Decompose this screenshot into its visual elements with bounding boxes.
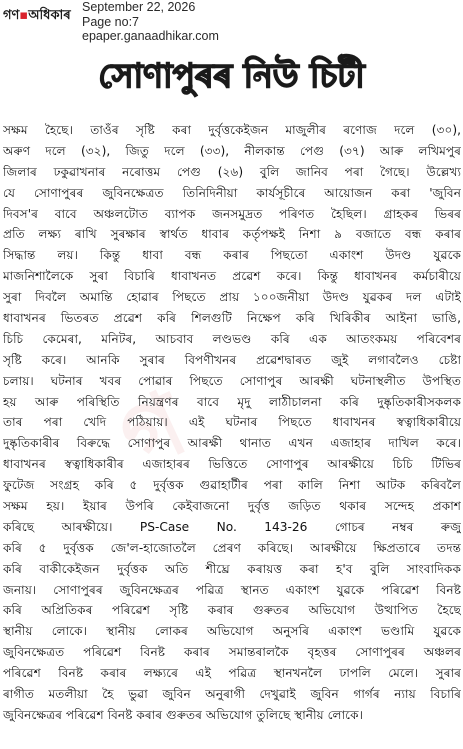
article-line: ফুটেজ সংগ্ৰহ কৰি ৫ দুৰ্বৃত্তক গুৱাহাটীৰ পৰা কালি নিশা আটক কৰিবলৈ [3,478,461,493]
masthead [0,0,463,50]
article-line: চিচি কেমেৰা, মনিটৰ, আচবাব লণ্ডভণ্ড কৰি এক আতংকময় পৰিবেশৰ [3,331,461,346]
article-line: কৰিছে আৰক্ষীয়ে। PS-Case No. 143-26 গোচৰ নম্বৰ ৰুজু [3,519,461,534]
epaper-url[interactable]: epaper.ganaadhikar.com [82,29,219,43]
article-line: সুৰা দিবলৈ অমান্তি হোৱাৰ পিছতে প্ৰায় ১০০জনীয়া উদণ্ড যুৱকৰ দল এটাই [3,290,461,305]
article-line: ধাবাখনৰ স্বত্বাধিকাৰীৰ এজাহাৰৰ ভিত্তিতে সোণাপুৰ আৰক্ষীয়ে চিচি টিভিৰ [3,457,461,472]
article-line: হয় আৰু পৰিস্থিতি নিয়ন্ত্ৰণৰ বাবে মৃদু লাঠীচালনা কৰি দুষ্কৃতিকাৰীসকলক [3,394,461,409]
article-line: কৰি অপ্ৰিতিকৰ পৰিৱেশ সৃষ্টি কৰাৰ গুৰুতৰ অভিযোগ উত্থাপিত হৈছে [3,603,461,618]
article-line: জিলাৰ ঢকুৱাখনাৰ নৰোত্তম পেগু (২৬) বুলি জানিব পৰা গৈছে। উল্লেখ্য [3,164,461,179]
article-line: ৰাগীত মতলীয়া হৈ ভুৱা জুবিন অনুৰাগী দেখুৱাই জুবিন গাৰ্গৰ ন্যায় বিচাৰি [3,687,461,702]
article-line: দিবস'ৰ বাবে অঞ্চলটোত ব্যাপক জনসমুদ্ৰত পৰিণত হৈছিল। গ্ৰাহকৰ ভিৰৰ [3,206,461,221]
article-body [3,120,461,726]
article-line: সক্ষম হৈছে। তাওঁৰ সৃষ্টি কৰা দুৰ্বৃত্তকেইজন মাজুলীৰ ৰণোজ দলে (৩০), [3,123,461,137]
article-line: কৰি ৫ দুৰ্বৃত্তক জে'ল-হাজোতলৈ প্ৰেৰণ কৰিছে। আৰক্ষীয়ে ক্ষিপ্ৰতাৰে তদন্ত [3,540,461,555]
article-line: যে সোণাপুৰৰ জুবিনক্ষেত্ৰত তিনিদিনীয়া কাৰ্যসূচীৰে আয়োজন কৰা 'জুবিন [3,185,461,200]
article-line: প্ৰতি লক্ষ্য ৰাখি সুৰক্ষাৰ স্বাৰ্থত ধাবাৰ কৰ্তৃপক্ষই নিশা ৯ বজাতে বন্ধ কৰাৰ [3,227,461,242]
article-line: সৃষ্টি কৰে। আনকি সুৰাৰ বিপণীখনৰ প্ৰৱেশদ্বাৰত জুই লগাবলৈও চেষ্টা [3,352,461,367]
edition-meta [82,0,219,44]
article-line: মাজনিশালৈকে সুৰা বিচাৰি ধাবাখনত প্ৰৱেশ কৰে। কিন্তু ধাবাখনৰ কৰ্মচাৰীয়ে [3,269,461,284]
article-line: স্থানীয় লোকে। স্থানীয় লোকৰ অভিযোগ অনুসৰি একাংশ ভণ্ডামি যুৱকে [3,624,461,639]
edition-date: September 22, 2026 [82,0,196,14]
article-line: ধাবাখনৰ ভিতৰত প্ৰৱেশ কৰি শিলগুটি নিক্ষেপ কৰি খিৰিকীৰ আইনা ভাঙি, [3,311,461,326]
watermark-icon: গ [103,371,202,492]
logo-accent-icon: ▪ [19,8,29,23]
logo-part-1: গণ [3,8,20,23]
article-line: সক্ষম হয়। ইয়াৰ উপৰি কেইবাজনো দুৰ্বৃত্ত জড়িত থকাৰ সন্দেহ প্ৰকাশ [3,499,461,514]
newspaper-logo [3,4,73,28]
article-line: দুষ্কৃতিকাৰীৰ বিৰুদ্ধে সোণাপুৰ আৰক্ষী থানাত এখন এজাহাৰ দাখিল কৰে। [3,436,461,451]
article-line: অৰুণ দলে (৩২), জিতু দলে (৩৩), নীলকান্ত পেগু (৩৭) আৰু লখিমপুৰ [3,143,461,158]
article-headline: সোণাপুৰৰ নিউ চিটী [98,56,365,95]
article-line: জুবিনক্ষেত্ৰত পৰিৱেশ বিনষ্ট কৰাৰ সমান্তৰালকৈ বৃহত্তৰ সোণাপুৰৰ অঞ্চলৰ [3,645,461,660]
article-line: কৰি বাকীকেইজন দুৰ্বৃত্তক অতি শীঘ্ৰে কৰায়ত্ত কৰা হ'ব বুলি সাংবাদিকক [3,561,461,576]
article-line: পৰিৱেশ বিনষ্ট কৰাৰ লক্ষ্যৰে এই পৱিত্ৰ স্থানখনলৈ ঢাপলি মেলে। সুৰাৰ [3,666,461,681]
article-line: জনায়। সোণাপুৰৰ জুবিনক্ষেত্ৰৰ পৱিত্ৰ স্থানত একাংশ যুৱকে পৰিৱেশ বিনষ্ট [3,582,461,597]
logo-part-2: অধিকাৰ [28,8,71,23]
article-line: সিদ্ধান্ত লয়। কিন্তু ধাবা বন্ধ কৰাৰ পিছতো একাংশ উদণ্ড যুৱকে [3,248,461,263]
article-line: তাৰ পৰা খেদি পঠিয়ায়। এই ঘটনাৰ পিছতে ধাবাখনৰ স্বত্বাধিকাৰীয়ে [3,415,461,430]
article-line: জুবিনক্ষেত্ৰৰ পৰিৱেশ বিনষ্ট কৰাৰ গুৰুতৰ অভিযোগ তুলিছে স্থানীয় লোকে। [3,707,363,722]
article-line: চলায়। ঘটনাৰ খবৰ পোৱাৰ পিছতে সোণাপুৰ আৰক্ষী ঘটনাস্থলীত উপস্থিত [3,373,461,388]
page-number: Page no:7 [82,14,139,29]
